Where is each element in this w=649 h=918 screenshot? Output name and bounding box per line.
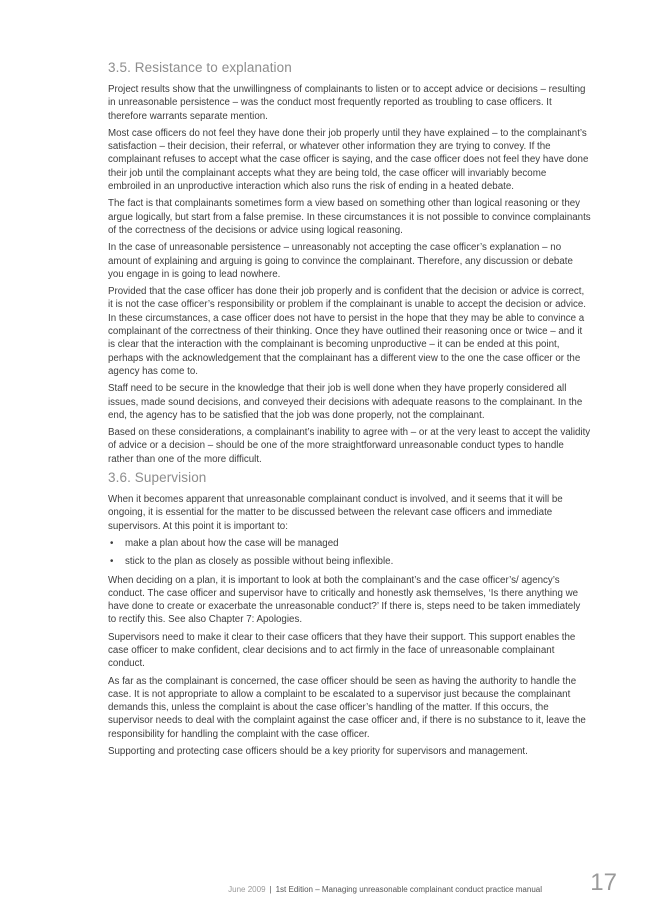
body-paragraph: The fact is that complainants sometimes form a view based on something other than logical reasoning or they argue logically, but start from a false premise. In these circumstances it is not possible to convince complainants of the correctness of the decisions or advice using logical reasoning. bbox=[108, 198, 591, 236]
bullet-icon: • bbox=[110, 537, 114, 549]
list-item bbox=[108, 537, 591, 550]
section-supervision bbox=[108, 470, 591, 758]
body-paragraph: Based on these considerations, a complainant’s inability to agree with – or at the very least to accept the validity of advice or a decision – should be one of the more straightforward unreasonable conduct types to handle rather than one of the more difficult. bbox=[108, 427, 591, 465]
body-paragraph: Most case officers do not feel they have done their job properly until they have explained – to the complainant’s satisfaction – their decision, their referral, or whatever other information they are trying to convey. If the complainant refuses to accept what the case officer is saying, and the case officer does not feel they have done their job until the complainant accepts what they are being told, the case officer will invariably become embroiled in an unproductive interaction which also runs the risk of ending in a heated debate. bbox=[108, 127, 589, 193]
section-heading: 3.5. Resistance to explanation bbox=[108, 60, 292, 75]
page-footer bbox=[0, 868, 649, 896]
list-item-text: make a plan about how the case will be managed bbox=[125, 537, 339, 549]
list-item bbox=[108, 555, 591, 568]
list-item-text: stick to the plan as closely as possible without being inflexible. bbox=[125, 556, 394, 568]
bullet-icon: • bbox=[110, 556, 114, 568]
body-paragraph: When it becomes apparent that unreasonable complainant conduct is involved, and it seems that it will be ongoing, it is essential for the matter to be discussed between the relevant case officers and immediate supervisors. At this point it is important to: bbox=[108, 494, 563, 532]
section-resistance-to-explanation bbox=[108, 60, 591, 466]
footer-separator: | bbox=[269, 885, 272, 894]
body-paragraph: As far as the complainant is concerned, the case officer should be seen as having the authority to handle the case. It is not appropriate to allow a complaint to be escalated to a supervisor just because the complainant demands this, unless the complaint is about the case officer’s handling of the matter. If this occurs, the supervisor needs to deal with the complaint against the case officer and, if there is no substance to it, leave the responsibility for handling the complaint with the case officer. bbox=[108, 675, 586, 740]
footer-date: June 2009 bbox=[228, 885, 266, 894]
body-paragraph: Supporting and protecting case officers should be a key priority for supervisors and management. bbox=[108, 746, 528, 758]
body-paragraph: Supervisors need to make it clear to their case officers that they have their support. This support enables the case officer to make confident, clear decisions and to act firmly in the face of unreasonable complainant conduct. bbox=[108, 631, 576, 670]
body-paragraph: When deciding on a plan, it is important to look at both the complainant’s and the case officer’s/ agency’s conduct. The case officer and supervisor have to critically and honestly ask themselves, ‘Is there anything we have done to create or exacerbate the unreasonable conduct?’ If there is, steps need to be taken immediately to rectify this. See also Chapter 7: Apologies. bbox=[108, 574, 581, 626]
body-paragraph: Staff need to be secure in the knowledge that their job is well done when they have properly considered all issues, made sound decisions, and conveyed their decisions with adequate reasons to the complainant. In the end, the agency has to be satisfied that the job was done properly, not the complainant. bbox=[108, 383, 583, 421]
body-paragraph: In the case of unreasonable persistence – unreasonably not accepting the case officer’s explanation – no amount of explaining and arguing is going to convince the complainant. Therefore, any discussion or debate you engage in is going to lead nowhere. bbox=[108, 242, 573, 280]
page-number: 17 bbox=[590, 869, 617, 896]
bullet-list bbox=[108, 537, 591, 569]
section-heading: 3.6. Supervision bbox=[108, 470, 207, 486]
page-content bbox=[108, 60, 591, 762]
body-paragraph: Project results show that the unwillingness of complainants to listen or to accept advice or decisions – resulting in unreasonable persistence – was the conduct most frequently reported as troubling to case officers. It therefore warrants separate mention. bbox=[108, 84, 586, 122]
body-paragraph: Provided that the case officer has done their job properly and is confident that the decision or advice is correct, it is not the case officer’s responsibility or problem if the complainant is unable to accept the decision or advice. In these circumstances, a case officer does not have to persist in the hope that they may be able to convince a complainant of the correctness of their thinking. Once they have outlined their reasoning once or twice – and it is clear that the interaction with the complainant is becoming unproductive – it can be ended at this point, perhaps with the acknowledgement that the complainant has a different view to the one the case officer or the agency has come to. bbox=[108, 286, 587, 377]
footer-edition-title: 1st Edition – Managing unreasonable complainant conduct practice manual bbox=[275, 885, 542, 894]
footer-text bbox=[228, 885, 542, 894]
